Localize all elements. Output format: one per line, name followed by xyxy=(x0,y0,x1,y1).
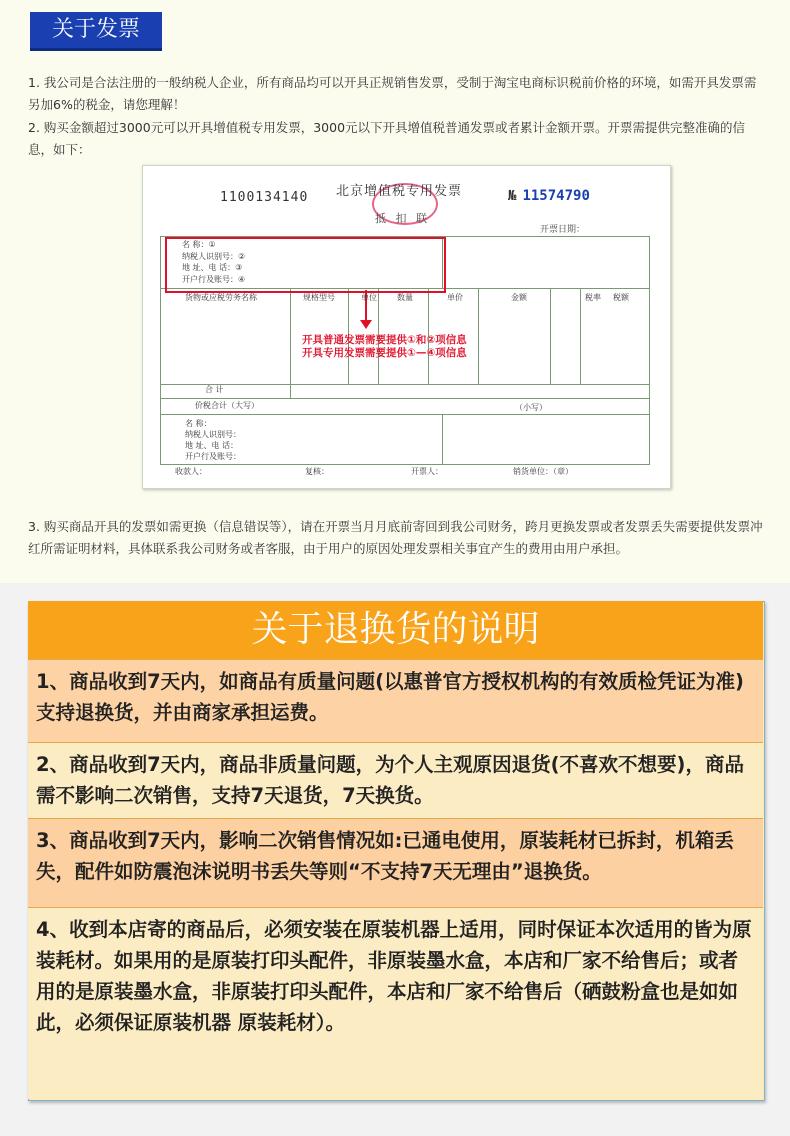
seller-field: 开户行及账号： xyxy=(185,452,241,461)
buyer-field: 地 址、电 话：③ xyxy=(182,263,243,272)
invoice-title: 北京增值税专用发票 xyxy=(336,184,463,199)
column-header: 税率 xyxy=(585,293,601,302)
buyer-highlight-box xyxy=(165,237,446,293)
invoice-requirement-note xyxy=(302,334,467,360)
return-policy-item: 1、商品收到7天内，如商品有质量问题(以惠普官方授权机构的有效质检凭证为准)支持退换货，并由商家承担运费。 xyxy=(28,659,763,742)
invoice-code: 1100134140 xyxy=(220,190,309,205)
return-policy-item: 3、商品收到7天内，影响二次销售情况如:已通电使用，原装耗材已拆封，机箱丢失，配件如防震泡沫说明书丢失等则“不支持7天无理由”退换货。 xyxy=(28,818,763,907)
invoice-number-value: 11574790 xyxy=(522,188,590,204)
seller-fields xyxy=(185,418,241,462)
note-line: 开具普通发票需要提供①和②项信息 xyxy=(302,334,467,346)
tax-total-label: 价税合计（大写） xyxy=(195,401,259,410)
footer-label: 销货单位：（章） xyxy=(513,467,573,476)
invoice-number-symbol: № xyxy=(508,188,517,204)
total-label: 合 计 xyxy=(205,385,224,394)
column-header: 数量 xyxy=(397,293,413,302)
buyer-field: 名 称：① xyxy=(182,240,216,249)
note-line: 开具专用发票需要提供①—④项信息 xyxy=(302,347,467,359)
seller-field: 地 址、电 话： xyxy=(185,441,239,450)
footer-label: 收款人： xyxy=(175,467,207,476)
column-header: 货物或应税劳务名称 xyxy=(185,293,257,302)
small-label: （小写） xyxy=(515,403,547,412)
invoice-number xyxy=(508,188,590,204)
footer-label: 复核： xyxy=(305,467,329,476)
return-policy-item: 2、商品收到7天内，商品非质量问题，为个人主观原因退货(不喜欢不想要)，商品需不影响二次销售，支持7天退货，7天换货。 xyxy=(28,742,763,818)
arrow-down-icon xyxy=(360,320,372,329)
invoice-section-title: 关于发票 xyxy=(30,12,162,51)
invoice-paragraph-3: 3. 购买商品开具的发票如需更换（信息错误等），请在开票当月月底前寄回到我公司财务，跨月更换发票或者发票丢失需要提供发票冲红所需证明材料，具体联系我公司财务或者客服，由于用户的原因处理发票相关事宜产生的费用由用户承担。 xyxy=(28,519,763,556)
invoice-subtitle: 抵 扣 联 xyxy=(375,212,430,225)
invoice-date-label: 开票日期： xyxy=(540,225,586,235)
column-header: 金额 xyxy=(511,293,527,302)
return-policy-item: 4、收到本店寄的商品后，必须安装在原装机器上适用，同时保证本次适用的皆为原装耗材。如果用的是原装打印头配件，非原装墨水盒，本店和厂家不给售后；或者用的是原装墨水盒，非原装打印头配件，本店和厂家不给售后（硒鼓粉盒也是如如此，必须保证原装机器 原装耗材）。 xyxy=(28,907,763,1099)
invoice-paragraph-1: 1. 我公司是合法注册的一般纳税人企业，所有商品均可以开具正规销售发票，受制于淘宝电商标识税前价格的环境，如需开具发票需另加6%的税金，请您理解！ xyxy=(28,75,757,112)
seller-field: 名 称： xyxy=(185,419,212,428)
invoice-paragraph-2: 2. 购买金额超过3000元可以开具增值税专用发票，3000元以下开具增值税普通发票或者累计金额开票。开票需提供完整准确的信息，如下： xyxy=(28,120,746,157)
footer-label: 开票人： xyxy=(411,467,443,476)
column-header: 税额 xyxy=(613,293,629,302)
buyer-field: 纳税人识别号：② xyxy=(182,251,246,261)
column-header: 规格型号 xyxy=(303,293,335,302)
buyer-field: 开户行及账号：④ xyxy=(182,274,246,284)
column-header: 单价 xyxy=(447,293,463,302)
column-header: 单位 xyxy=(361,293,377,302)
seller-field: 纳税人识别号： xyxy=(185,430,241,439)
return-policy-title: 关于退换货的说明 xyxy=(28,601,763,659)
